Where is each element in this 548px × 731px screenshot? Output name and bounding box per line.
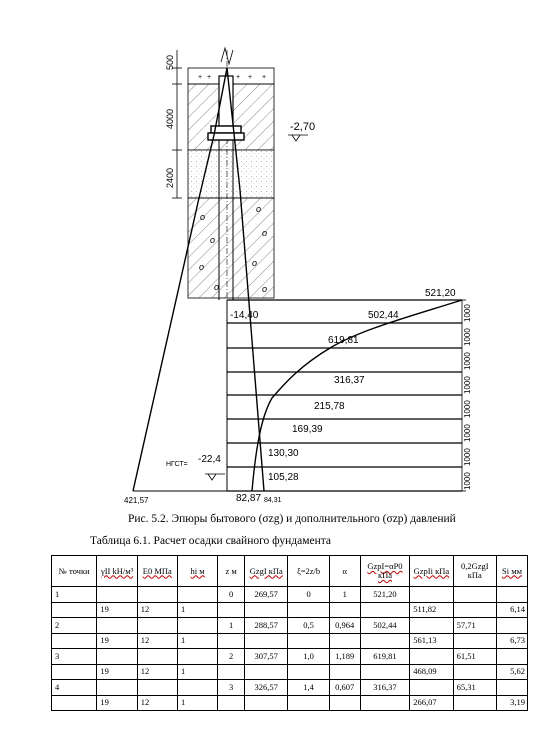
zg-cell — [245, 633, 288, 649]
table-row — [52, 633, 528, 649]
settlement-table — [51, 555, 528, 711]
zp-label: 130,30 — [268, 448, 299, 459]
zp-label: 502,44 — [368, 310, 399, 321]
point-cell: 2 — [52, 618, 97, 634]
thickness-cell — [177, 618, 217, 634]
thickness-label: 1000 — [463, 424, 472, 442]
zg02-cell: 65,31 — [453, 680, 496, 696]
svg-text:+: + — [236, 74, 241, 81]
xi-cell: 0 — [288, 587, 329, 603]
settlement-cell — [496, 587, 527, 603]
zg02-cell: 57,71 — [453, 618, 496, 634]
modulus-cell: 12 — [137, 664, 177, 680]
svg-text:о: о — [199, 262, 205, 272]
zp-cell — [360, 664, 410, 680]
alpha-cell: 0,607 — [329, 680, 360, 696]
modulus-cell: 12 — [137, 695, 177, 711]
layer-grid — [227, 300, 466, 491]
zg-limit-label: 84,31 — [264, 497, 282, 504]
svg-text:о: о — [262, 228, 268, 238]
table-row — [52, 649, 528, 665]
depth-cell: 0 — [218, 587, 245, 603]
header-cell: 0,2GzgI кПа — [453, 556, 496, 587]
point-cell — [52, 602, 97, 618]
zg-cell: 307,57 — [245, 649, 288, 665]
depth-label: 2400 — [165, 167, 175, 188]
depth-label: 500 — [165, 54, 175, 70]
modulus-cell — [137, 587, 177, 603]
gamma-cell: 19 — [97, 695, 137, 711]
header-cell: GzpI=αP0 кПа — [360, 556, 410, 587]
svg-text:+: + — [198, 74, 203, 81]
layer-thickness-labels — [463, 304, 472, 490]
settlement-cell — [496, 680, 527, 696]
thickness-label: 1000 — [463, 448, 472, 466]
table-row — [52, 695, 528, 711]
thickness-label: 1000 — [463, 352, 472, 370]
zp-label: 619,81 — [328, 335, 359, 346]
zp-avg-cell — [410, 587, 453, 603]
depth-cell: 2 — [218, 649, 245, 665]
zg-cell — [245, 695, 288, 711]
alpha-cell: 1 — [329, 587, 360, 603]
modulus-cell — [137, 680, 177, 696]
table-row — [52, 618, 528, 634]
zg02-cell — [453, 633, 496, 649]
header-cell: hi м — [177, 556, 217, 587]
xi-cell — [288, 695, 329, 711]
point-cell: 1 — [52, 587, 97, 603]
modulus-cell — [137, 618, 177, 634]
thickness-cell: 1 — [177, 664, 217, 680]
ngst-marker — [166, 454, 225, 480]
xi-cell: 1,4 — [288, 680, 329, 696]
gamma-cell: 19 — [97, 602, 137, 618]
zp-cell — [360, 695, 410, 711]
gamma-cell: 19 — [97, 664, 137, 680]
modulus-cell — [137, 649, 177, 665]
settlement-cell — [496, 618, 527, 634]
zp-avg-cell: 561,13 — [410, 633, 453, 649]
ngst-value: -22,4 — [198, 454, 221, 465]
svg-text:+: + — [248, 74, 253, 81]
alpha-cell — [329, 664, 360, 680]
elevation-pile-tip-label: -14,40 — [230, 310, 259, 321]
header-cell: GzpIi кПа — [410, 556, 453, 587]
zg-cell — [245, 664, 288, 680]
modulus-cell: 12 — [137, 633, 177, 649]
ngst-label: НГСТ= — [166, 461, 188, 468]
depth-cell — [218, 664, 245, 680]
zp-cell: 502,44 — [360, 618, 410, 634]
alpha-cell — [329, 633, 360, 649]
zg02-cell — [453, 695, 496, 711]
zp-label: 521,20 — [425, 288, 456, 299]
thickness-cell: 1 — [177, 602, 217, 618]
zp-avg-cell: 468,09 — [410, 664, 453, 680]
header-cell: Si мм — [496, 556, 527, 587]
additional-pressure-labels — [268, 288, 456, 483]
point-cell — [52, 664, 97, 680]
table-header-row — [52, 556, 528, 587]
thickness-cell: 1 — [177, 633, 217, 649]
zg-cell: 288,57 — [245, 618, 288, 634]
header-cell: α — [329, 556, 360, 587]
header-cell: № точки — [52, 556, 97, 587]
alpha-cell: 0,964 — [329, 618, 360, 634]
zp-label: 169,39 — [292, 424, 323, 435]
table-row — [52, 664, 528, 680]
gamma-cell — [97, 618, 137, 634]
depth-label: 4000 — [165, 108, 175, 129]
thickness-label: 1000 — [463, 376, 472, 394]
point-cell — [52, 633, 97, 649]
zg-cell: 326,57 — [245, 680, 288, 696]
zp-cell — [360, 633, 410, 649]
gamma-cell — [97, 680, 137, 696]
elevation-pile-tip — [230, 310, 259, 321]
zp-avg-cell — [410, 618, 453, 634]
zp-avg-cell: 511,82 — [410, 602, 453, 618]
zp-label: 316,37 — [334, 375, 365, 386]
depth-cell: 3 — [218, 680, 245, 696]
table-title: Таблица 6.1. Расчет осадки свайного фундамента — [90, 535, 332, 547]
zg-bottom-label: 421,57 — [124, 496, 149, 505]
zp-avg-cell — [410, 649, 453, 665]
elevation-cap-label: -2,70 — [290, 121, 316, 133]
settlement-cell: 6,14 — [496, 602, 527, 618]
zp-cell — [360, 602, 410, 618]
settlement-cell — [496, 649, 527, 665]
xi-cell — [288, 664, 329, 680]
settlement-cell: 3,19 — [496, 695, 527, 711]
zg-limit-label: 82,87 — [236, 493, 262, 504]
settlement-cell: 5,62 — [496, 664, 527, 680]
svg-text:о: о — [256, 204, 262, 214]
zp-cell: 316,37 — [360, 680, 410, 696]
gamma-cell — [97, 649, 137, 665]
alpha-cell — [329, 695, 360, 711]
zg02-cell: 61,51 — [453, 649, 496, 665]
depth-cell: 1 — [218, 618, 245, 634]
header-cell: z м — [218, 556, 245, 587]
point-cell — [52, 695, 97, 711]
table-row — [52, 680, 528, 696]
thickness-cell — [177, 587, 217, 603]
svg-text:о: о — [200, 212, 206, 222]
zp-avg-cell: 266,07 — [410, 695, 453, 711]
header-cell: E0 MПа — [137, 556, 177, 587]
thickness-label: 1000 — [463, 472, 472, 490]
depth-cell — [218, 633, 245, 649]
header-cell: ξ=2z/b — [288, 556, 329, 587]
modulus-cell: 12 — [137, 602, 177, 618]
table-row — [52, 587, 528, 603]
thickness-label: 1000 — [463, 304, 472, 322]
xi-cell — [288, 633, 329, 649]
zp-cell: 521,20 — [360, 587, 410, 603]
thickness-cell: 1 — [177, 695, 217, 711]
settlement-cell: 6,73 — [496, 633, 527, 649]
xi-cell: 1,0 — [288, 649, 329, 665]
zp-cell: 619,81 — [360, 649, 410, 665]
zg-cell: 269,57 — [245, 587, 288, 603]
alpha-cell: 1,189 — [329, 649, 360, 665]
zp-label: 215,78 — [314, 401, 345, 412]
zg02-cell — [453, 587, 496, 603]
header-cell: GzgI кПа — [245, 556, 288, 587]
point-cell: 3 — [52, 649, 97, 665]
gamma-cell: 19 — [97, 633, 137, 649]
thickness-label: 1000 — [463, 400, 472, 418]
zp-avg-cell — [410, 680, 453, 696]
svg-text:о: о — [262, 284, 268, 294]
zp-label: 105,28 — [268, 472, 299, 483]
thickness-cell — [177, 680, 217, 696]
zg02-cell — [453, 602, 496, 618]
depth-cell — [218, 602, 245, 618]
xi-cell: 0,5 — [288, 618, 329, 634]
alpha-cell — [329, 602, 360, 618]
gamma-cell — [97, 587, 137, 603]
figure-caption: Рис. 5.2. Эпюры бытового (σzg) и дополнительного (σzp) давлений — [128, 513, 456, 525]
svg-text:о: о — [214, 282, 220, 292]
depth-cell — [218, 695, 245, 711]
thickness-cell — [177, 649, 217, 665]
svg-text:о: о — [252, 258, 258, 268]
table-row — [52, 602, 528, 618]
header-cell: γII kH/м³ — [97, 556, 137, 587]
depth-dimensions — [165, 50, 182, 198]
elevation-cap — [288, 121, 315, 141]
zg-cell — [245, 602, 288, 618]
point-cell: 4 — [52, 680, 97, 696]
xi-cell — [288, 602, 329, 618]
svg-text:+: + — [262, 74, 267, 81]
thickness-label: 1000 — [463, 328, 472, 346]
zg02-cell — [453, 664, 496, 680]
svg-text:о: о — [210, 235, 216, 245]
svg-text:+: + — [207, 74, 212, 81]
